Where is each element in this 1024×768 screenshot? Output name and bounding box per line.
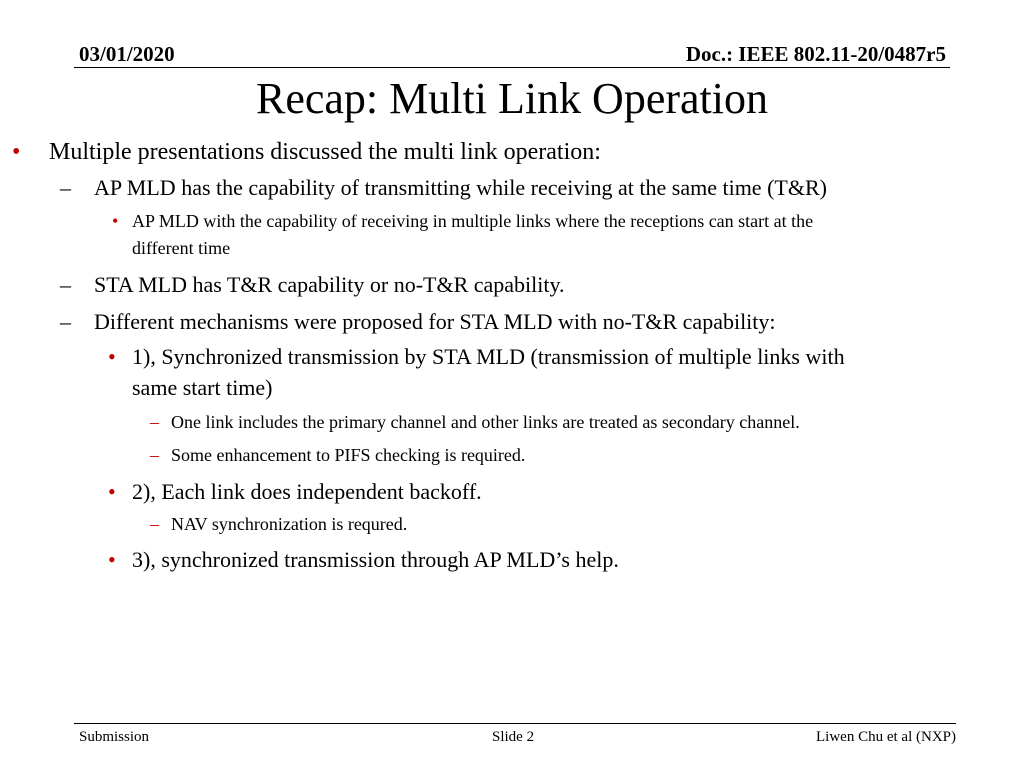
- bullet-option2: 2), Each link does independent backoff.: [132, 479, 482, 504]
- bullet-sta-mld-capability: STA MLD has T&R capability or no-T&R capability.: [94, 272, 565, 297]
- footer-author: Liwen Chu et al (NXP): [816, 729, 956, 745]
- bullet-option2-nav: NAV synchronization is requred.: [171, 514, 408, 534]
- footer-submission: Submission: [79, 729, 150, 745]
- bullet-ap-mld-receiving-line2: different time: [132, 238, 231, 258]
- bullet-marker: •: [108, 479, 116, 504]
- header-date: 03/01/2020: [79, 42, 175, 66]
- dash-marker: –: [150, 514, 159, 534]
- footer-divider: [74, 723, 956, 724]
- dash-marker: –: [60, 175, 71, 200]
- bullet-multiple-presentations: Multiple presentations discussed the multi link operation:: [49, 139, 601, 165]
- bullet-option3: 3), synchronized transmission through AP MLD’s help.: [132, 547, 619, 572]
- bullet-option1-line2: same start time): [132, 375, 273, 400]
- dash-marker: –: [150, 412, 159, 432]
- bullet-option1-pifs: Some enhancement to PIFS checking is required.: [171, 445, 526, 465]
- bullet-option1-primary-channel: One link includes the primary channel and other links are treated as secondary channel.: [171, 412, 800, 432]
- bullet-marker: •: [12, 139, 21, 165]
- bullet-ap-mld-receiving-line1: AP MLD with the capability of receiving in multiple links where the receptions can start at the: [132, 211, 814, 231]
- dash-marker: –: [150, 445, 159, 465]
- bullet-marker: •: [108, 547, 116, 572]
- bullet-marker: •: [108, 344, 116, 369]
- header-doc-id: Doc.: IEEE 802.11-20/0487r5: [685, 42, 946, 66]
- bullet-different-mechanisms: Different mechanisms were proposed for STA MLD with no-T&R capability:: [94, 309, 776, 334]
- bullet-marker: •: [112, 211, 119, 231]
- bullet-ap-mld-capability: AP MLD has the capability of transmitting while receiving at the same time (T&R): [94, 175, 827, 200]
- dash-marker: –: [60, 309, 71, 334]
- header-divider: [74, 67, 950, 68]
- dash-marker: –: [60, 272, 71, 297]
- footer-slide-number: Slide 2: [492, 729, 535, 745]
- slide-title: Recap: Multi Link Operation: [256, 74, 768, 123]
- bullet-option1-line1: 1), Synchronized transmission by STA MLD (transmission of multiple links with: [132, 344, 845, 369]
